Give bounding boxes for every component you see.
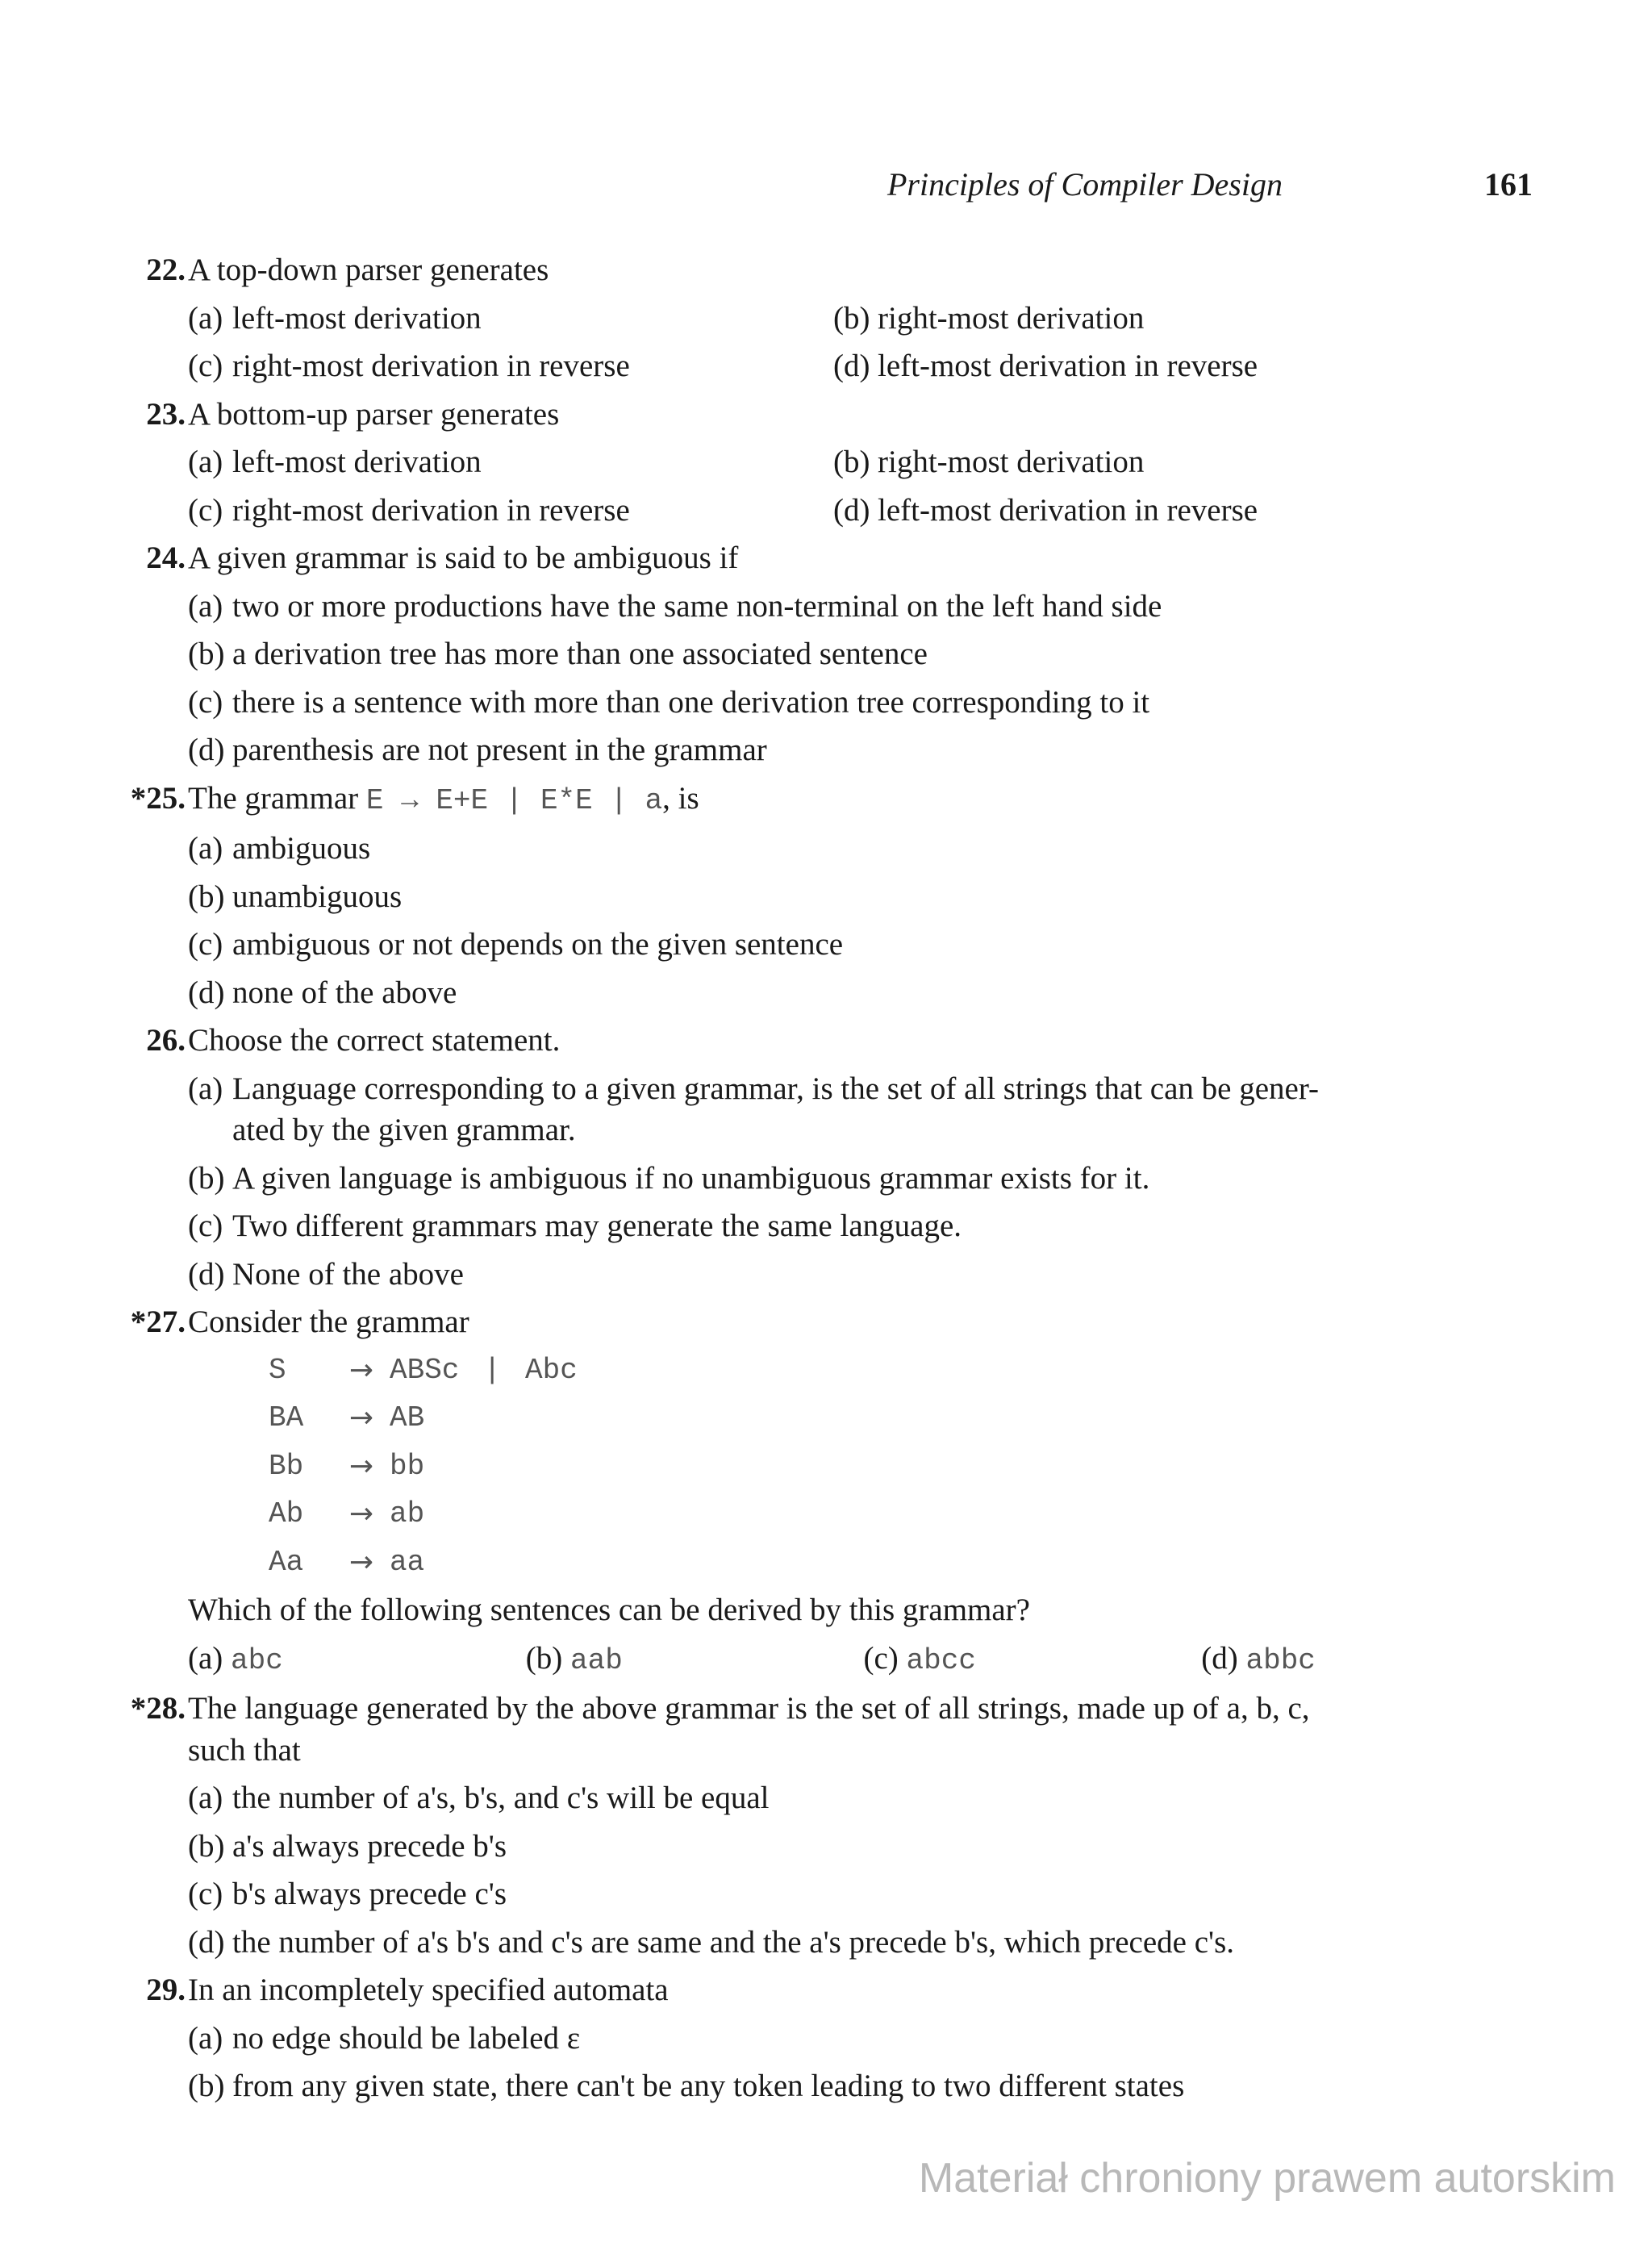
question-number: 29. <box>146 1973 186 2007</box>
grammar-rule <box>269 1538 1539 1587</box>
option-b <box>813 438 1458 486</box>
question-number: *28. <box>130 1691 186 1726</box>
page-number: 161 <box>1484 166 1533 202</box>
question-number: 26. <box>146 1023 186 1058</box>
question-24 <box>119 534 1539 582</box>
question-number: 23. <box>146 396 186 432</box>
question-29 <box>119 1966 1539 2014</box>
option-c <box>119 1870 1539 1918</box>
rule-alternative: Abc <box>525 1353 578 1387</box>
option-a <box>119 438 813 486</box>
option-b <box>526 1634 864 1685</box>
option-label: (a) <box>188 445 223 479</box>
grammar-rule <box>269 1442 1539 1491</box>
option-text: abc <box>231 1643 283 1677</box>
option-text: parenthesis are not present in the grammar <box>232 733 767 767</box>
option-text: ambiguous <box>232 831 371 866</box>
option-label: (a) <box>188 1640 223 1676</box>
option-d <box>119 726 1539 774</box>
question-27 <box>119 1298 1539 1346</box>
question-22 <box>119 246 1539 294</box>
option-label: (d) <box>188 1924 225 1960</box>
option-text: two or more productions have the same non-terminal on the left hand side <box>232 588 1162 624</box>
option-d <box>813 486 1458 535</box>
option-a <box>119 1774 1539 1822</box>
option-text: no edge should be labeled ε <box>232 2020 581 2056</box>
option-c <box>119 486 813 535</box>
rule-lhs: Bb <box>269 1449 304 1483</box>
option-text: abcc <box>906 1643 976 1677</box>
option-label: (d) <box>833 492 870 528</box>
option-label: (b) <box>833 300 870 336</box>
question-text: The language generated by the above grammar is the set of all strings, made up of a, b, c, <box>188 1691 1310 1726</box>
question-text: Consider the grammar <box>188 1305 469 1339</box>
option-text: right-most derivation in reverse <box>232 349 630 383</box>
option-c <box>119 921 1539 969</box>
rule-rhs: aa <box>390 1545 425 1579</box>
question-25 <box>119 774 1539 825</box>
question-text: The grammar <box>188 780 359 816</box>
option-c <box>119 678 1539 727</box>
options-row <box>119 438 1539 486</box>
option-d <box>1201 1634 1539 1685</box>
option-label: (d) <box>188 1256 225 1292</box>
option-text: a derivation tree has more than one associated sentence <box>232 637 928 671</box>
option-b <box>119 873 1539 921</box>
option-text: left-most derivation in reverse <box>878 349 1258 383</box>
option-text: left-most derivation <box>232 445 482 479</box>
option-label: (a) <box>188 1781 223 1815</box>
option-d <box>119 1250 1539 1299</box>
option-label: (c) <box>188 684 223 720</box>
option-label: (a) <box>188 2020 223 2056</box>
option-c <box>864 1634 1202 1685</box>
question-number: *27. <box>130 1305 186 1339</box>
option-label: (b) <box>188 637 225 671</box>
option-text: the number of a's, b's, and c's will be equal <box>232 1781 770 1815</box>
option-b <box>119 630 1539 678</box>
option-label: (a) <box>188 588 223 624</box>
option-label: (b) <box>188 2069 225 2103</box>
header-title: Principles of Compiler Design <box>887 166 1283 202</box>
arrow-icon: → <box>348 1449 374 1483</box>
question-text-end: , is <box>662 780 699 816</box>
rule-lhs: BA <box>269 1401 304 1434</box>
question-text: A given grammar is said to be ambiguous if <box>188 541 739 575</box>
question-text: such that <box>188 1732 301 1768</box>
grammar-expression: E → E+E | E*E | a <box>365 783 663 817</box>
arrow-icon: → <box>348 1353 374 1387</box>
running-header <box>887 165 1533 203</box>
option-text: right-most derivation <box>878 445 1145 479</box>
grammar-rule <box>269 1346 1539 1395</box>
option-a <box>119 825 1539 873</box>
option-label: (d) <box>1201 1640 1238 1676</box>
question-number: 22. <box>146 253 186 287</box>
option-text: right-most derivation <box>878 300 1145 336</box>
option-text: Two different grammars may generate the same language. <box>232 1209 962 1243</box>
option-c <box>119 1202 1539 1250</box>
option-b <box>119 1822 1539 1871</box>
option-label: (c) <box>188 1209 223 1243</box>
question-28-continuation <box>119 1726 1539 1775</box>
option-a-continuation: ated by the given grammar. <box>232 1113 576 1147</box>
question-text: A bottom-up parser generates <box>188 396 560 432</box>
option-a <box>119 582 1539 631</box>
question-text: Which of the following sentences can be derived by this grammar? <box>188 1593 1030 1627</box>
options-row <box>119 1634 1539 1685</box>
question-text: Choose the correct statement. <box>188 1023 561 1058</box>
rule-rhs: AB <box>390 1401 425 1434</box>
option-label: (d) <box>833 349 870 383</box>
question-number: *25. <box>130 780 186 816</box>
option-label: (c) <box>188 492 223 528</box>
option-label: (c) <box>188 1877 223 1911</box>
option-text: Language corresponding to a given grammar, is the set of all strings that can be gener- <box>232 1071 1320 1106</box>
options-row <box>119 342 1539 390</box>
option-b <box>119 1154 1539 1203</box>
rule-lhs: S <box>269 1353 286 1387</box>
alternation-bar: | <box>483 1353 502 1387</box>
option-text: abbc <box>1245 1643 1316 1677</box>
option-a <box>188 1634 526 1685</box>
option-text: aab <box>569 1643 623 1677</box>
option-a <box>119 1065 1539 1113</box>
arrow-icon: → <box>348 1401 374 1434</box>
option-d <box>813 342 1458 390</box>
arrow-icon: → <box>348 1545 374 1579</box>
question-text: In an incompletely specified automata <box>188 1973 669 2007</box>
option-label: (a) <box>188 831 223 866</box>
option-text: left-most derivation <box>232 300 482 336</box>
option-c <box>119 342 813 390</box>
option-label: (b) <box>188 1828 225 1864</box>
option-text: ambiguous or not depends on the given sentence <box>232 927 844 962</box>
option-b <box>813 294 1458 343</box>
option-label: (a) <box>188 300 223 336</box>
option-label: (b) <box>188 1160 225 1196</box>
grammar-rule <box>269 1394 1539 1442</box>
options-row <box>119 294 1539 343</box>
option-a <box>119 294 813 343</box>
option-label: (b) <box>525 1640 563 1676</box>
option-text: b's always precede c's <box>232 1877 507 1911</box>
option-text: left-most derivation in reverse <box>878 492 1258 528</box>
option-text: the number of a's b's and c's are same and the a's precede b's, which precede c's. <box>232 1924 1235 1960</box>
option-b <box>119 2062 1539 2110</box>
option-label: (d) <box>188 975 225 1010</box>
copyright-watermark: Materiał chroniony prawem autorskim <box>918 2155 1616 2202</box>
option-text: from any given state, there can't be any token leading to two different states <box>232 2069 1185 2103</box>
arrow-icon: → <box>348 1497 374 1530</box>
option-d <box>119 1918 1539 1967</box>
option-label: (a) <box>188 1071 223 1106</box>
rule-rhs: ab <box>390 1497 425 1530</box>
question-26 <box>119 1017 1539 1065</box>
option-text: unambiguous <box>232 879 403 914</box>
option-text: A given language is ambiguous if no unambiguous grammar exists for it. <box>232 1160 1150 1196</box>
option-text: a's always precede b's <box>232 1828 507 1864</box>
option-a <box>119 2014 1539 2063</box>
option-label: (c) <box>188 349 223 383</box>
rule-rhs: ABSc <box>390 1353 460 1387</box>
question-27-prompt <box>119 1586 1539 1634</box>
option-text: right-most derivation in reverse <box>232 492 630 528</box>
grammar-rules <box>119 1346 1539 1587</box>
rule-lhs: Aa <box>269 1545 304 1579</box>
question-number: 24. <box>146 541 186 575</box>
question-list <box>119 246 1539 2110</box>
option-label: (c) <box>188 927 223 962</box>
option-text: None of the above <box>232 1256 464 1292</box>
option-label: (b) <box>833 445 870 479</box>
options-row <box>119 486 1539 535</box>
grammar-rule <box>269 1490 1539 1538</box>
option-label: (c) <box>863 1640 899 1676</box>
rule-rhs: bb <box>390 1449 425 1483</box>
option-text: none of the above <box>232 975 457 1010</box>
option-text: there is a sentence with more than one derivation tree corresponding to it <box>232 684 1150 720</box>
question-23 <box>119 390 1539 439</box>
rule-lhs: Ab <box>269 1497 304 1530</box>
option-label: (b) <box>188 879 225 914</box>
option-d <box>119 969 1539 1017</box>
question-text: A top-down parser generates <box>188 253 549 287</box>
option-label: (d) <box>188 733 225 767</box>
